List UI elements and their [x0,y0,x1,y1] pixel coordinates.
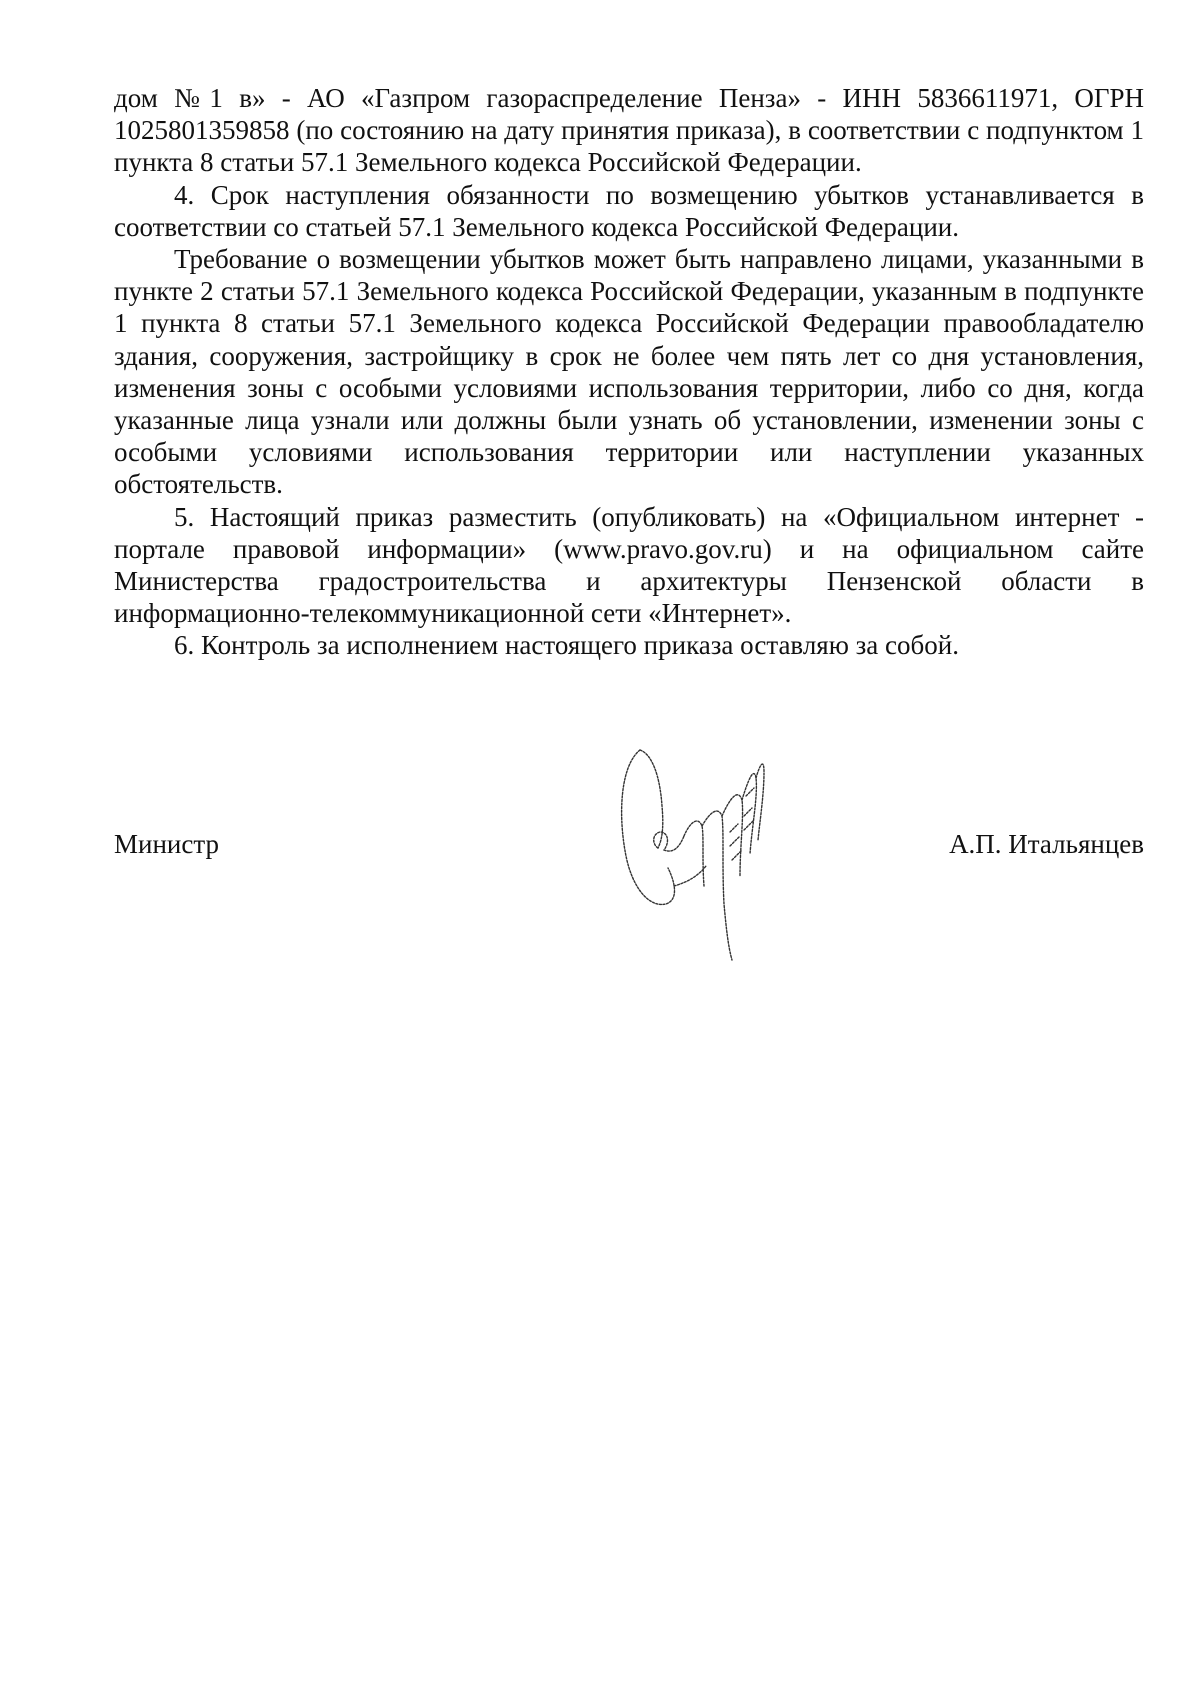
paragraph-continuation: дом №1 в» - АО «Газпром газораспределение Пенза» - ИНН 5836611971, ОГРН 1025801359858 (по состоянию на дату принятия приказа), в соответствии с подпунктом 1 пункта 8 статьи 57.1 Земельного кодекса Российской Федерации. [114,83,1144,178]
signatory-role: Министр [114,829,219,859]
paragraph-5-publication: 5. Настоящий приказ разместить (опубликовать) на «Официальном интернет - портале правовой информации» (www.pravo.gov.ru) и на официальном сайте Министерства градостроительства и архитектуры Пензенской области в информационно-телекоммуникационной сети «Интернет». [114,501,1144,629]
paragraph-6-control: 6. Контроль за исполнением настоящего приказа оставляю за собой. [174,630,959,661]
paragraph-4-loss-term: 4. Срок наступления обязанности по возмещению убытков устанавливается в соответствии со статьей 57.1 Земельного кодекса Российской Федерации. [114,179,1144,242]
signatory-name: А.П. Итальянцев [949,829,1144,859]
document-body [114,82,1144,662]
paragraph-loss-claim: Требование о возмещении убытков может быть направлено лицами, указанными в пункте 2 статьи 57.1 Земельного кодекса Российской Федерации, указанным в подпункте 1 пункта 8 статьи 57.1 Земельного кодекса Российской Федерации правообладателю здания, сооружения, застройщику в срок не более чем пять лет со дня установления, изменения зоны с особыми условиями использования территории, либо со дня, когда указанные лица узнали или должны были узнать об установлении, изменении зоны с особыми условиями использования территории или наступлении указанных обстоятельств. [114,244,1144,500]
handwritten-signature [618,736,798,966]
